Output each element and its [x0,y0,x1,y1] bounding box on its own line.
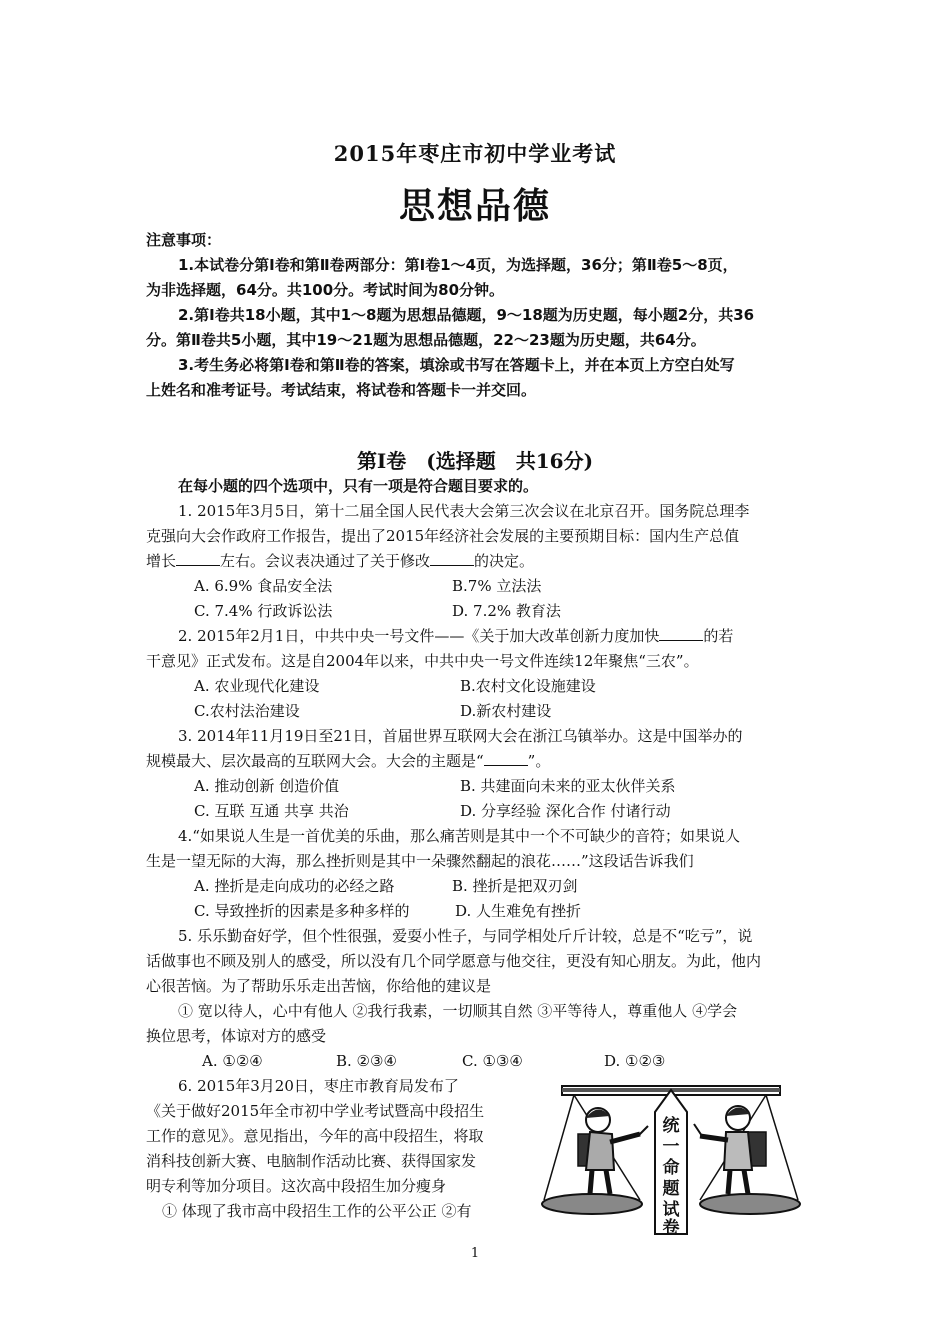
notice-line: 为非选择题，64分。共100分。考试时间为80分钟。 [146,281,505,299]
question-4-option-d: D. 人生难免有挫折 [455,902,582,920]
subject-title: 思想品德 [398,186,551,227]
question-3-option-b: B. 共建面向未来的亚太伙伴关系 [460,777,676,795]
question-2-line: 2. 2015年2月1日，中共中央一号文件——《关于加大改革创新力度加快 的若 [178,627,734,645]
question-6-line: 明专利等加分项目。这次高中段招生加分瘦身 [146,1177,447,1195]
question-6-line: ① 体现了我市高中段招生工作的公平公正 ②有 [162,1202,472,1220]
question-4-option-b: B. 挫折是把双刃剑 [452,877,578,895]
question-4-line: 生是一望无际的大海，那么挫折则是其中一朵骤然翻起的浪花……”这段话告诉我们 [146,852,694,870]
question-1-option-b: B.7% 立法法 [452,577,542,595]
question-6-line: 工作的意见》。意见指出，今年的高中段招生，将取 [146,1127,484,1145]
notice-line: 1.本试卷分第Ⅰ卷和第Ⅱ卷两部分：第Ⅰ卷1～4页，为选择题，36分；第Ⅱ卷5～8页， [178,256,738,274]
question-1-option-a: A. 6.9% 食品安全法 [194,577,333,595]
question-1-option-c: C. 7.4% 行政诉讼法 [194,602,333,620]
answer-blank [176,551,220,566]
sign-char: 试 [662,1200,680,1220]
question-2-line: 干意见》正式发布。这是自2004年以来，中共中央一号文件连续12年聚焦“三农”。 [146,652,699,670]
section-title: 第Ⅰ卷 (选择题 共16分) [356,449,594,473]
balance-scale-illustration [540,1078,802,1238]
sign-char: 题 [662,1179,680,1199]
question-3-option-a: A. 推动创新 创造价值 [194,777,340,795]
question-3-line: 规模最大、层次最高的互联网大会。大会的主题是“ ”。 [146,752,551,770]
answer-blank [484,751,528,766]
question-5-option-a: A. ①②④ [202,1052,263,1070]
answer-blank [430,551,474,566]
question-1-option-d: D. 7.2% 教育法 [452,602,561,620]
question-5-option-b: B. ②③④ [336,1052,397,1070]
question-4-option-a: A. 挫折是走向成功的必经之路 [194,877,395,895]
question-1-line: 增长 左右。会议表决通过了关于修改 的决定。 [146,552,535,570]
exam-title: 2015年枣庄市初中学业考试 [333,141,617,166]
question-6-line: 6. 2015年3月20日，枣庄市教育局发布了 [178,1077,459,1095]
notice-heading: 注意事项： [146,231,222,249]
notice-line: 分。第Ⅱ卷共5小题，其中19～21题为思想品德题，22～23题为历史题，共64分。 [146,331,706,349]
question-6-line: 消科技创新大赛、电脑制作活动比赛、获得国家发 [146,1152,477,1170]
left-student-figure [578,1108,648,1194]
sign-char: 卷 [662,1218,680,1238]
notice-line: 3.考生务必将第Ⅰ卷和第Ⅱ卷的答案，填涂或书写在答题卡上，并在本页上方空白处写 [178,356,735,374]
question-2-option-a: A. 农业现代化建设 [194,677,320,695]
question-5-option-d: D. ①②③ [604,1052,666,1070]
right-pan [700,1194,800,1214]
question-3-option-d: D. 分享经验 深化合作 付诸行动 [460,802,671,820]
question-4-option-c: C. 导致挫折的因素是多种多样的 [194,902,410,920]
question-2-option-b: B.农村文化设施建设 [460,677,596,695]
question-1-line: 1. 2015年3月5日，第十二届全国人民代表大会第三次会议在北京召开。国务院总理李 [178,502,750,520]
sign-char: 一 [662,1137,680,1157]
sign-char: 命 [662,1158,680,1178]
left-pan [542,1194,642,1214]
section-instruction: 在每小题的四个选项中，只有一项是符合题目要求的。 [178,477,539,495]
question-5-line: 换位思考，体谅对方的感受 [146,1027,327,1045]
notice-line: 上姓名和准考证号。考试结束，将试卷和答题卡一并交回。 [146,381,537,399]
question-5-option-c: C. ①③④ [462,1052,523,1070]
question-5-line: 心很苦恼。为了帮助乐乐走出苦恼，你给他的建议是 [146,977,492,995]
answer-blank [659,626,703,641]
page-number: 1 [470,1246,480,1261]
question-5-line: ① 宽以待人，心中有他人 ②我行我素，一切顺其自然 ③平等待人，尊重他人 ④学会 [178,1002,738,1020]
question-3-line: 3. 2014年11月19日至21日，首届世界互联网大会在浙江乌镇举办。这是中国举办的 [178,727,743,745]
question-4-line: 4.“如果说人生是一首优美的乐曲，那么痛苦则是其中一个不可缺少的音符；如果说人 [178,827,740,845]
right-student-figure [694,1106,766,1194]
question-2-option-d: D.新农村建设 [460,702,552,720]
question-5-line: 话做事也不顾及别人的感受，所以没有几个同学愿意与他交往，更没有知心朋友。为此，他内 [146,952,762,970]
question-1-line: 克强向大会作政府工作报告，提出了2015年经济社会发展的主要预期目标：国内生产总值 [146,527,740,545]
notice-line: 2.第Ⅰ卷共18小题，其中1～8题为思想品德题，9～18题为历史题，每小题2分，共36 [178,306,755,324]
question-3-option-c: C. 互联 互通 共享 共治 [194,802,349,820]
question-2-option-c: C.农村法治建设 [194,702,300,720]
question-5-line: 5. 乐乐勤奋好学，但个性很强，爱耍小性子，与同学相处斤斤计较，总是不“吃亏”，说 [178,927,753,945]
question-6-line: 《关于做好2015年全市初中学业考试暨高中段招生 [146,1102,485,1120]
sign-char: 统 [662,1116,680,1136]
